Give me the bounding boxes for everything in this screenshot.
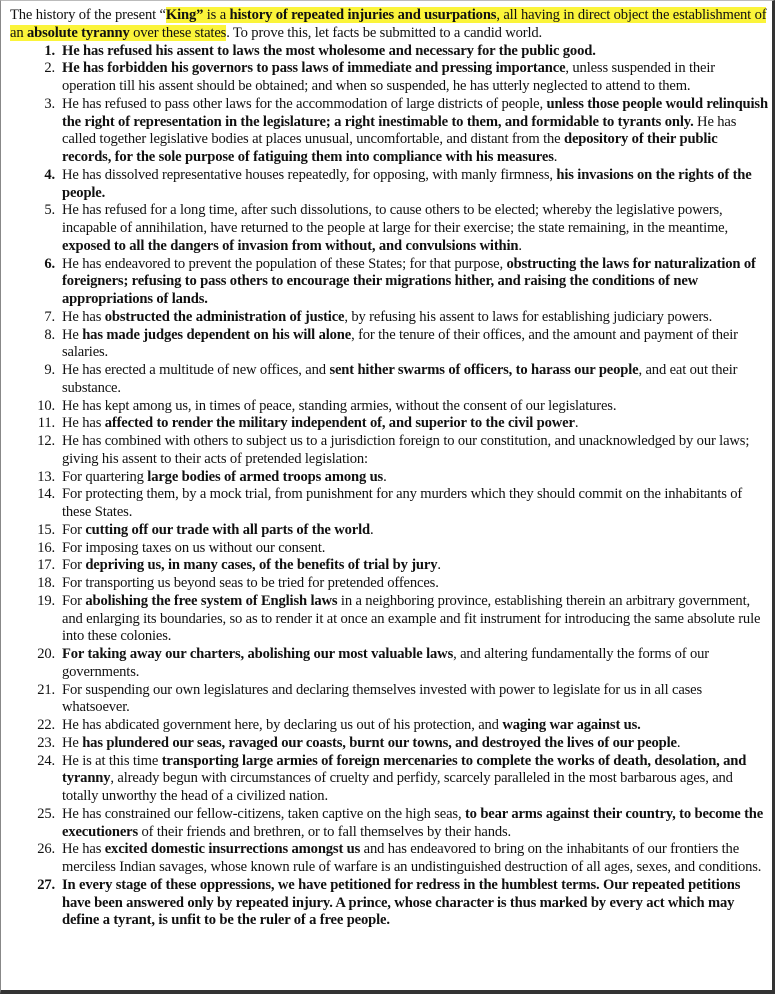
- list-item: [10, 486, 770, 522]
- list-item: [10, 522, 770, 540]
- item-number: 1.: [44, 42, 55, 59]
- item-number: 15.: [37, 521, 55, 538]
- bold-text: cutting off our trade with all parts of the world: [85, 521, 370, 538]
- text-segment: , and altering fundamentally the forms of our governments.: [62, 646, 709, 680]
- item-number: 3.: [44, 95, 55, 112]
- list-item: [10, 575, 770, 593]
- item-number: 9.: [44, 362, 55, 378]
- text-segment: He is at this time: [62, 752, 162, 769]
- item-number: 12.: [37, 433, 55, 449]
- bold-text: sent hither swarms of officers, to harass our people: [329, 362, 639, 378]
- item-number: 14.: [37, 486, 55, 503]
- text-segment: of their friends and brethren, or to fall themselves by their hands.: [138, 823, 512, 840]
- text-segment: He has kept among us, in times of peace, standing armies, without the consent of our legislatures.: [62, 397, 617, 414]
- list-item: [10, 362, 770, 398]
- list-item: [10, 327, 770, 363]
- text-segment: .: [369, 521, 374, 538]
- text-segment: He has combined with others to subject us to a jurisdiction foreign to our constitution, and unacknowledged by our laws; giving his assent to their acts of pretended legislation:: [62, 433, 750, 467]
- list-item: [10, 735, 770, 753]
- item-number: 5.: [44, 202, 55, 219]
- list-item: [10, 256, 770, 309]
- highlighted-text: , all having in direct object the establishment of an: [10, 7, 767, 41]
- item-number: 25.: [37, 805, 55, 822]
- bold-text: exposed to all the dangers of invasion from without, and convulsions within: [62, 237, 519, 254]
- text-segment: , for the tenure of their offices, and the amount and payment of their salaries.: [62, 326, 738, 361]
- list-item: [10, 398, 770, 416]
- text-segment: .: [437, 557, 441, 574]
- bold-text: obstructed the administration of justice: [104, 308, 345, 325]
- item-number: 20.: [37, 646, 55, 662]
- text-segment: The history of the present “: [10, 7, 166, 23]
- text-segment: He has erected a multitude of new offices, and: [62, 362, 330, 378]
- text-segment: He has: [62, 308, 105, 325]
- bold-text: has made judges dependent on his will alone: [82, 326, 352, 343]
- text-segment: . To prove this, let facts be submitted to a candid world.: [226, 24, 543, 41]
- text-segment: He has: [62, 415, 105, 432]
- text-segment: , unless suspended in their operation till his assent should be obtained; and when so suspended, he has utterly neglected to attend to them.: [62, 60, 715, 94]
- bold-text: has plundered our seas, ravaged our coasts, burnt our towns, and destroyed the lives of our people: [82, 734, 677, 751]
- text-segment: He has: [62, 841, 105, 858]
- item-number: 19.: [37, 592, 55, 609]
- highlighted-text: over these states: [129, 24, 227, 41]
- item-number: 10.: [37, 397, 55, 414]
- item-number: 17.: [37, 557, 55, 574]
- text-segment: For suspending our own legislatures and declaring themselves invested with power to legislate for us in all cases whatsoever.: [62, 681, 703, 716]
- bold-text: affected to render the military independent of, and superior to the civil power: [104, 415, 575, 432]
- item-number: 24.: [37, 752, 55, 769]
- bold-text: He has forbidden his governors to pass laws of immediate and pressing importance: [62, 60, 566, 77]
- text-segment: For imposing taxes on us without our consent.: [62, 539, 326, 556]
- list-item: [10, 43, 770, 61]
- bold-text: depository of their public records, for the sole purpose of fatiguing them into compliance with his measures: [62, 131, 718, 165]
- list-item: [10, 877, 770, 930]
- text-segment: , by refusing his assent to laws for establishing judiciary powers.: [344, 308, 713, 325]
- item-number: 13.: [37, 468, 55, 485]
- text-segment: , already begun with circumstances of cruelty and perfidy, scarcely paralleled in the most barbarous ages, and totally unworthy the head of a civilized nation.: [62, 770, 733, 804]
- bold-text: excited domestic insurrections amongst us: [104, 841, 361, 858]
- text-segment: .: [574, 415, 579, 432]
- list-item: [10, 167, 770, 203]
- text-segment: He has endeavored to prevent the population of these States; for that purpose,: [62, 255, 507, 272]
- list-item: [10, 717, 770, 735]
- text-segment: He: [62, 326, 83, 343]
- grievance-list: [10, 43, 770, 931]
- list-item: [10, 682, 770, 718]
- list-item: [10, 309, 770, 327]
- list-item: [10, 540, 770, 558]
- text-segment: .: [553, 149, 558, 165]
- list-item: [10, 593, 770, 646]
- document-body: [10, 7, 770, 930]
- intro-paragraph: [10, 7, 770, 43]
- list-item: [10, 557, 770, 575]
- text-segment: He has constrained our fellow-citizens, taken captive on the high seas,: [62, 805, 465, 822]
- text-segment: For: [62, 557, 86, 574]
- text-segment: He has abdicated government here, by declaring us out of his protection, and: [62, 717, 503, 733]
- text-segment: For protecting them, by a mock trial, from punishment for any murders which they should commit on the inhabitants of these States.: [62, 486, 743, 520]
- text-segment: and has endeavored to bring on the inhabitants of our frontiers the merciless Indian savages, whose known rule of warfare is an undistinguished destruction of all ages, sexes, and conditions.: [62, 841, 762, 875]
- item-number: 6.: [44, 255, 55, 272]
- item-number: 27.: [37, 876, 55, 893]
- item-number: 21.: [37, 681, 55, 698]
- bold-text: transporting large armies of foreign mercenaries to complete the works of death, desolation, and tyranny: [62, 752, 747, 787]
- text-segment: For transporting us beyond seas to be tried for pretended offences.: [62, 575, 439, 591]
- bold-text: waging war against us.: [502, 717, 641, 733]
- bold-text: depriving us, in many cases, of the benefits of trial by jury: [85, 557, 438, 574]
- bold-text: For taking away our charters, abolishing our most valuable laws: [62, 646, 454, 662]
- item-number: 8.: [44, 326, 55, 343]
- bold-text: In every stage of these oppressions, we have petitioned for redress in the humblest terms. Our repeated petitions have been answered only by repeated injury. A prince, whose character is thus marked by every act which may define a tyrant, is unfit to be the ruler of a free people.: [62, 876, 741, 929]
- item-number: 26.: [37, 841, 55, 858]
- text-segment: .: [518, 237, 522, 254]
- list-item: [10, 841, 770, 877]
- text-segment: He has called together legislative bodies at places unusual, uncomfortable, and distant from the: [62, 113, 737, 148]
- text-segment: For quartering: [62, 468, 148, 485]
- item-number: 4.: [44, 166, 55, 183]
- text-segment: in a neighboring province, establishing therein an arbitrary government, and enlarging its boundaries, so as to render it at once an example and fit instrument for introducing the same absolute rule into these colonies.: [62, 592, 761, 645]
- item-number: 18.: [37, 575, 55, 591]
- bold-text: He has refused his assent to laws the most wholesome and necessary for the public good.: [62, 42, 596, 59]
- text-segment: , and eat out their substance.: [62, 362, 738, 396]
- bold-text: abolishing the free system of English laws: [85, 592, 338, 609]
- text-segment: He has refused for a long time, after such dissolutions, to cause others to be elected; whereby the legislative powers, incapable of annihilation, have returned to the people at large for their exercise; the state remaining, in the meantime,: [62, 202, 729, 236]
- list-item: [10, 202, 770, 255]
- bold-text: large bodies of armed troops among us: [147, 468, 384, 485]
- text-segment: He has refused to pass other laws for the accommodation of large districts of people,: [62, 95, 547, 112]
- text-segment: For: [62, 521, 86, 538]
- highlighted-text: King”: [165, 7, 204, 23]
- bold-text: to bear arms against their country, to become the executioners: [62, 805, 764, 840]
- text-segment: He has dissolved representative houses repeatedly, for opposing, with manly firmness,: [62, 166, 557, 183]
- text-segment: He: [62, 734, 83, 751]
- item-number: 11.: [37, 415, 55, 432]
- text-segment: .: [383, 468, 387, 485]
- bold-text: unless those people would relinquish the right of representation in the legislature; a right inestimable to them, and formidable to tyrants only.: [62, 95, 768, 130]
- item-number: 16.: [37, 539, 55, 556]
- item-number: 22.: [37, 717, 55, 733]
- highlighted-text: history of repeated injuries and usurpations: [229, 7, 497, 23]
- list-item: [10, 415, 770, 433]
- list-item: [10, 433, 770, 469]
- list-item: [10, 646, 770, 682]
- list-item: [10, 806, 770, 842]
- list-item: [10, 60, 770, 96]
- list-item: [10, 753, 770, 806]
- highlighted-text: absolute tyranny: [26, 24, 130, 41]
- item-number: 2.: [44, 60, 55, 77]
- text-segment: .: [676, 734, 681, 751]
- highlighted-text: is a: [203, 7, 230, 23]
- item-number: 23.: [37, 734, 55, 751]
- list-item: [10, 469, 770, 487]
- list-item: [10, 96, 770, 167]
- bold-text: obstructing the laws for naturalization of foreigners; refusing to pass others to encourage their migrations hither, and raising the conditions of new appropriations of lands.: [62, 255, 756, 307]
- text-segment: For: [62, 592, 86, 609]
- bold-text: his invasions on the rights of the people.: [62, 166, 752, 201]
- item-number: 7.: [44, 308, 55, 325]
